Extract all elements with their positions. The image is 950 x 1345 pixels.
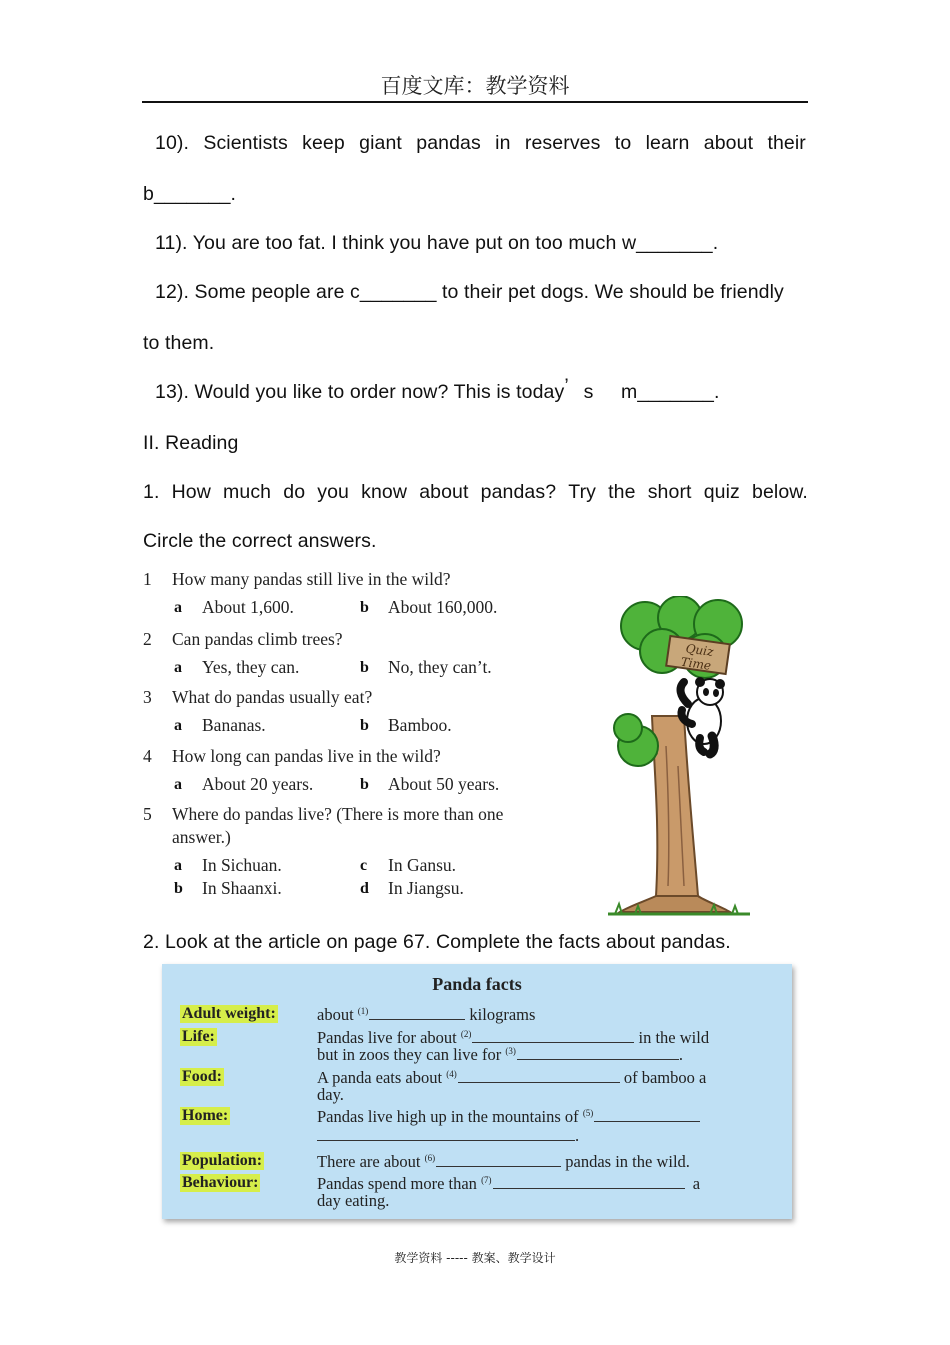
question-12-line-2: to them. [143, 332, 215, 354]
life-line-1: Pandas live for about $^{(2)}$ in the wild [317, 1028, 710, 1047]
reading-task-1-line-2: Circle the correct answers. [143, 530, 377, 552]
panda-facts-title: Panda facts [432, 974, 522, 994]
answer-blank-6[interactable] [436, 1152, 561, 1167]
answer-blank-2[interactable] [472, 1028, 634, 1043]
answer-blank-5-continued[interactable] [317, 1126, 575, 1141]
home-line-1: Pandas live high up in the mountains of $^{(5)}$ [317, 1107, 700, 1127]
answer-blank-4[interactable] [458, 1068, 620, 1083]
panda-tree-illustration [600, 596, 760, 926]
answer-blank-1[interactable] [369, 1005, 465, 1020]
home-line-2: . [317, 1126, 579, 1146]
life-line-2: but in zoos they can live for $^{(3)}$ . [317, 1045, 683, 1064]
population-label: Population: [182, 1152, 263, 1169]
reading-task-1-line-1: 1. How much do you know about pandas? Try the short quiz below. [143, 481, 808, 503]
question-13: 13). Would you like to order now? This is today’ s m_______. [155, 375, 720, 403]
behaviour-line-2: day eating. [317, 1191, 390, 1210]
question-10-line-1: 10). Scientists keep giant pandas in reserves to learn about their [155, 132, 806, 154]
food-line-1: A panda eats about $^{(4)}$ of bamboo a [317, 1068, 707, 1087]
food-label: Food: [182, 1068, 222, 1085]
page-footer: 教学资料 ----- 教案、教学设计 [394, 1251, 556, 1265]
adult-weight-label: Adult weight: [182, 1005, 276, 1022]
food-line-2: day. [317, 1085, 344, 1104]
question-11: 11). You are too fat. I think you have put on too much w_______. [155, 232, 719, 254]
header-divider [142, 101, 808, 103]
panda-facts-box [162, 964, 792, 1219]
question-10-line-2: b_______. [143, 183, 237, 205]
reading-task-2: 2. Look at the article on page 67. Complete the facts about pandas. [143, 931, 731, 953]
adult-weight-line: about $^{(1)}$ kilograms [317, 1005, 536, 1024]
question-12-line-1: 12). Some people are c_______ to their pet dogs. We should be friendly [155, 281, 784, 303]
behaviour-label: Behaviour: [182, 1174, 259, 1191]
sign-text-line-1: Quiz [684, 641, 715, 660]
answer-blank-5[interactable] [594, 1107, 700, 1122]
panda-icon [681, 677, 725, 754]
life-label: Life: [182, 1028, 215, 1045]
behaviour-line-1: Pandas spend more than $^{(7)}$ a [317, 1174, 701, 1193]
reading-heading: II. Reading [143, 432, 239, 454]
home-label: Home: [182, 1107, 229, 1124]
answer-blank-3[interactable] [517, 1045, 679, 1060]
population-line: There are about $^{(6)}$ pandas in the wild. [317, 1152, 690, 1171]
sign-text-line-2: Time [679, 654, 712, 673]
page-header-title: 百度文库：教学资料 [380, 74, 570, 98]
answer-blank-7[interactable] [493, 1174, 685, 1189]
